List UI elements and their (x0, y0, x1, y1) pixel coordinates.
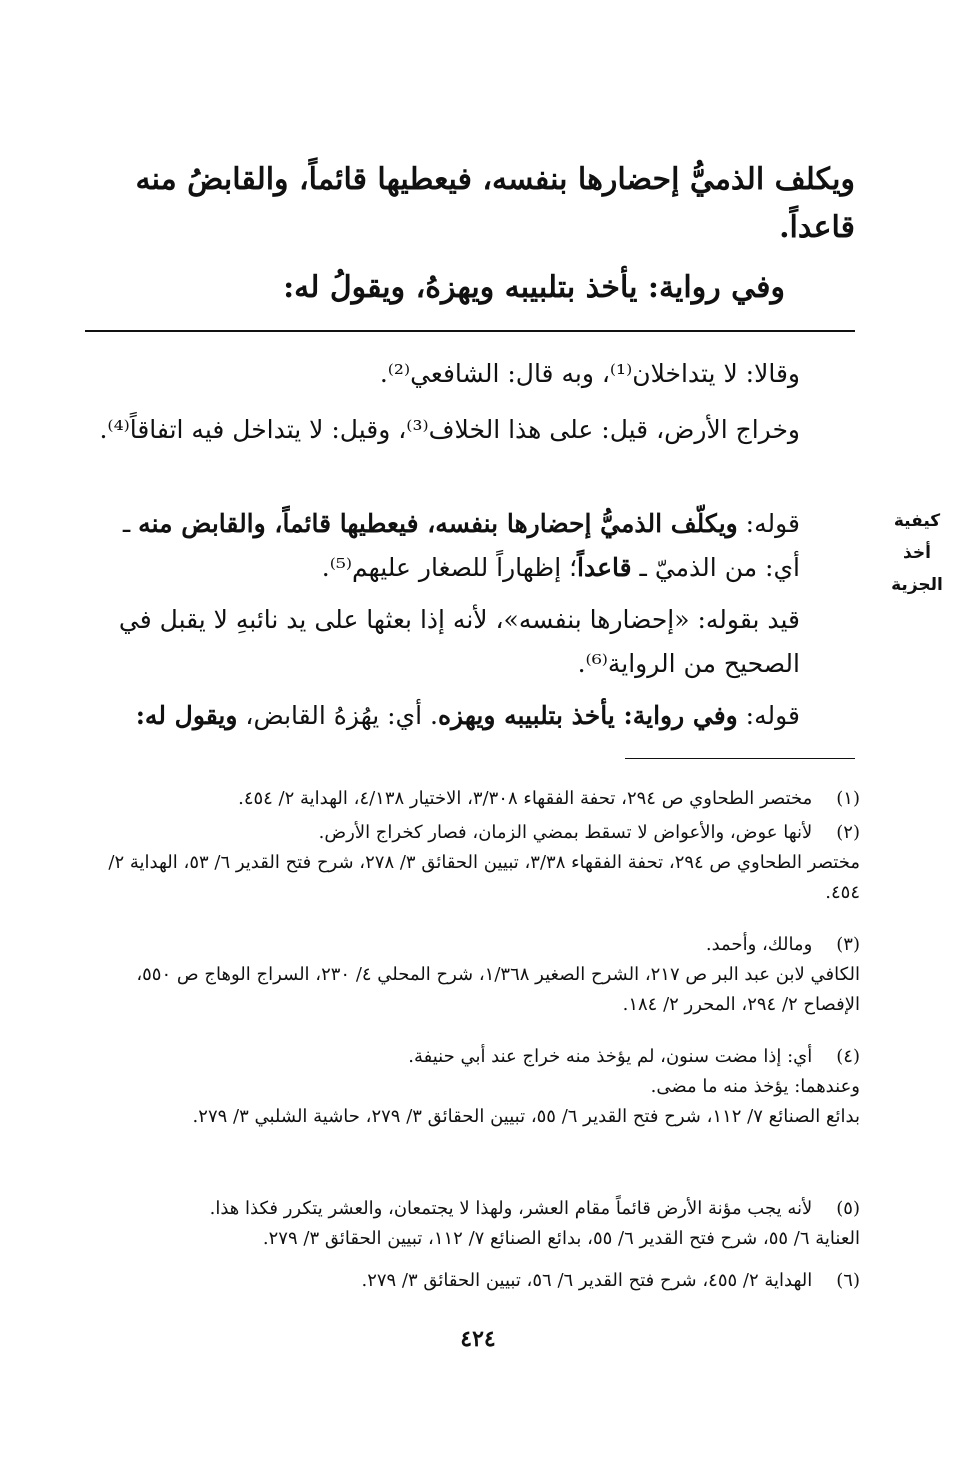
footnote-1 (85, 784, 860, 814)
matn-separator-rule (85, 330, 855, 332)
margin-heading-line-3: الجزية (891, 575, 943, 595)
quoted-matn-bold-3: وفي رواية: يأخذ بتلبيبه ويهزه (437, 701, 738, 730)
footnote-number: (٣) (836, 934, 860, 955)
page-number: ٤٢٤ (460, 1326, 496, 1352)
commentary-gloss-2: ؛ إظهاراً للصغار عليهم⁽⁵⁾. (321, 553, 578, 582)
footnote-text: لأنها عوض، والأعواض لا تسقط بمضي الزمان، فصار كخراج الأرض. (318, 822, 813, 843)
footnote-4 (85, 1042, 860, 1132)
commentary-gloss-3: . أي: يهُزهُ القابض، (237, 701, 438, 730)
footnote-text: الهداية ٢/ ٤٥٥، شرح فتح القدير ٦/ ٥٦، تبيين الحقائق ٣/ ٢٧٩. (361, 1270, 813, 1291)
footnote-text: بدائع الصنائع ٧/ ١١٢، شرح فتح القدير ٦/ ٥٥، تبيين الحقائق ٣/ ٢٧٩، حاشية الشلبي ٣/ ٢٧٩. (192, 1106, 860, 1127)
commentary-paragraph-2: وخراج الأرض، قيل: على هذا الخلاف⁽³⁾، وقيل: لا يتداخل فيه اتفاقاً⁽⁴⁾. (99, 415, 800, 444)
footnote-number: (٦) (836, 1270, 860, 1291)
commentary-paragraph-5 (85, 694, 855, 738)
commentary-paragraph-4: قيد بقوله: «إحضارها بنفسه»، لأنه إذا بعثها على يد نائبهِ لا يقبل في الصحيح من الرواية⁽⁶⁾. (118, 605, 800, 678)
footnote-text: مختصر الطحاوي ص ٢٩٤، تحفة الفقهاء ٣/٣٠٨، الاختيار ٤/١٣٨، الهداية ٢/ ٤٥٤. (238, 788, 813, 809)
commentary-gloss: ـ أي: من الذميّ ـ (122, 509, 800, 582)
quoted-matn-bold: ويكلّف الذميُّ إحضارها بنفسه، فيعطيها قائماً، والقابض منه (138, 509, 738, 538)
footnote-5 (85, 1194, 860, 1254)
quoted-matn-bold-2: قاعداً (577, 553, 632, 582)
footnote-6 (85, 1266, 860, 1296)
margin-heading-line-1: كيفية (893, 511, 941, 531)
footnote-number: (١) (836, 788, 860, 809)
footnote-text: العناية ٦/ ٥٥، شرح فتح القدير ٦/ ٥٥، بدائع الصنائع ٧/ ١١٢، تبيين الحقائق ٣/ ٢٧٩. (262, 1228, 860, 1249)
footnote-text: مختصر الطحاوي ص ٢٩٤، تحفة الفقهاء ٣/٣٨، تبيين الحقائق ٣/ ٢٧٨، شرح فتح القدير ٦/ ٥٣، الهداية ٢/ ٤٥٤. (108, 852, 860, 903)
footnote-text: ومالك، وأحمد. (705, 934, 813, 955)
footnote-2 (85, 818, 860, 908)
footnote-number: (٤) (836, 1046, 860, 1067)
matn-text-line-2: وفي رواية: يأخذ بتلبيبه ويهزهُ، ويقولُ له: (283, 270, 785, 305)
margin-heading (882, 505, 952, 601)
commentary-paragraph-1: وقالا: لا يتداخلان⁽¹⁾، وبه قال: الشافعي⁽²⁾. (379, 359, 800, 388)
footnote-number: (٥) (836, 1198, 860, 1219)
margin-heading-line-2: أخذ (903, 543, 931, 563)
qawluhu-label: قوله: (737, 509, 800, 538)
matn-text-line-1: ويكلف الذميُّ إحضارها بنفسه، فيعطيها قائماً، والقابضُ منه قاعداً. (135, 162, 855, 245)
footnote-separator-rule (625, 758, 855, 759)
footnote-text: أي: إذا مضت سنون، لم يؤخذ منه خراج عند أبي حنيفة. (408, 1046, 813, 1067)
quoted-matn-bold-4: ويقول له: (135, 701, 238, 730)
footnote-number: (٢) (836, 822, 860, 843)
footnote-text: لأنه يجب مؤنة الأرض قائماً مقام العشر، ولهذا لا يجتمعان، والعشر يتكرر فكذا هذا. (209, 1198, 813, 1219)
footnote-3 (85, 930, 860, 1020)
footnote-text: الكافي لابن عبد البر ص ٢١٧، الشرح الصغير ١/٣٦٨، شرح المحلي ٤/ ٢٣٠، السراج الوهاج ص ٥٥٠، الإفصاح ٢/ ٢٩٤، المحرر ٢/ ١٨٤. (136, 964, 860, 1015)
footnote-text: وعندهما: يؤخذ منه ما مضى. (650, 1076, 860, 1097)
qawluhu-label-2: قوله: (737, 701, 800, 730)
commentary-paragraph-3 (85, 502, 855, 590)
